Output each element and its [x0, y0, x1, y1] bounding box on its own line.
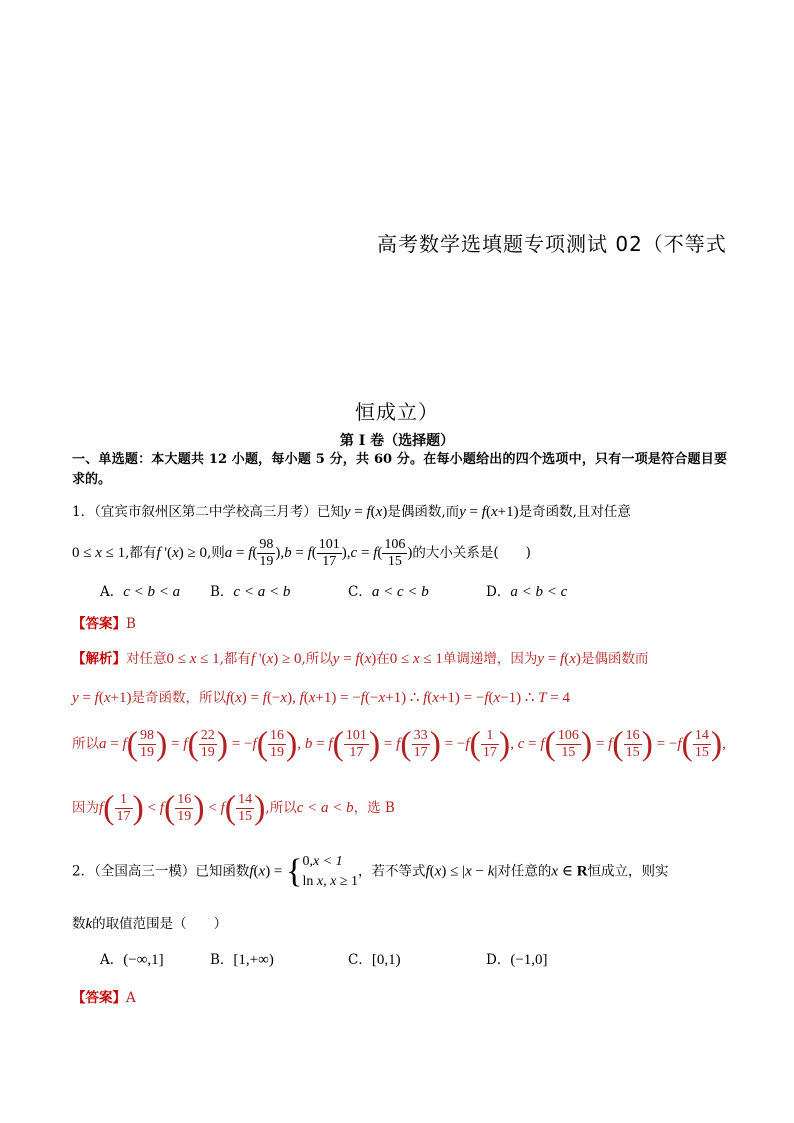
section-heading: 一、单选题：本大题共 12 小题，每小题 5 分，共 60 分。在每小题给出的四个选项中，只有一项是符合题目要求的。	[72, 452, 727, 487]
q1-stem-line2: 0 ≤ x ≤ 1,都有f '(x) ≥ 0,则a = f( $\frac{98}{19}$ ),b = f( $\frac{101}{17}$ ),c = f( $\frac{106}{15}$ )的大小关系是( )	[72, 537, 531, 569]
q1-option-a: A．c < b < a	[100, 584, 181, 600]
q2-option-b: B．[1,+∞)	[210, 952, 274, 968]
q1-analysis-line4: 因为f( $\frac{1}{17}$ ) < f( $\frac{16}{19}$ ) < f( $\frac{14}{15}$ ),所以c < a < b，选 B	[72, 789, 395, 827]
doc-title-line1: 高考数学选填题专项测试 02（不等式	[377, 232, 727, 256]
q1-option-b: B．c < a < b	[210, 584, 291, 600]
q2-option-d: D．(−1,0]	[486, 952, 548, 968]
q1-analysis-line1: 【解析】对任意0 ≤ x ≤ 1,都有f '(x) ≥ 0,所以y = f(x)在0 ≤ x ≤ 1单调递增，因为y = f(x)是偶函数而	[72, 651, 649, 667]
q1-analysis-line2: y = f(x+1)是奇函数，所以f(x) = f(−x), f(x+1) = −f(−x+1) ∴ f(x+1) = −f(x−1) ∴ T = 4	[72, 690, 570, 706]
volume-heading: 第 I 卷（选择题）	[339, 433, 455, 449]
q2-answer: 【答案】A	[72, 990, 136, 1006]
q1-stem-line1: 1．（宜宾市叙州区第二中学校高三月考）已知y = f(x)是偶函数,而y = f(x+1)是奇函数,且对任意	[72, 504, 631, 520]
doc-title-line2: 恒成立）	[355, 400, 439, 424]
q1-option-c: C．a < c < b	[348, 584, 429, 600]
q1-answer: 【答案】B	[72, 616, 136, 632]
q2-stem-line2: 数k的取值范围是（ ）	[72, 916, 228, 932]
q1-analysis-line3: 所以a = f( $\frac{98}{19}$ ) = f( $\frac{22}{19}$ ) = −f( $\frac{16}{19}$ ), b = f( $\frac{101}{17}$ ) = f( $\frac{33}{17}$ ) = −f( $\frac{1}{17}$ ), c = f( $\frac{106}{15}$ ) = f( $\frac{16}{15}$ ) = −f( $\frac{14}{15}$ ),	[72, 725, 726, 763]
q2-stem-line1: 2．（全国高三一模）已知函数f(x) = { 0,x < 1 ln x, x ≥ 1 ，若不等式f(x) ≤ |x − k|对任意的x ∈ R恒成立，则实	[72, 853, 669, 890]
q1-option-d: D．a < b < c	[486, 584, 568, 600]
q2-option-a: A．(−∞,1]	[100, 952, 164, 968]
q2-option-c: C．[0,1)	[348, 952, 401, 968]
